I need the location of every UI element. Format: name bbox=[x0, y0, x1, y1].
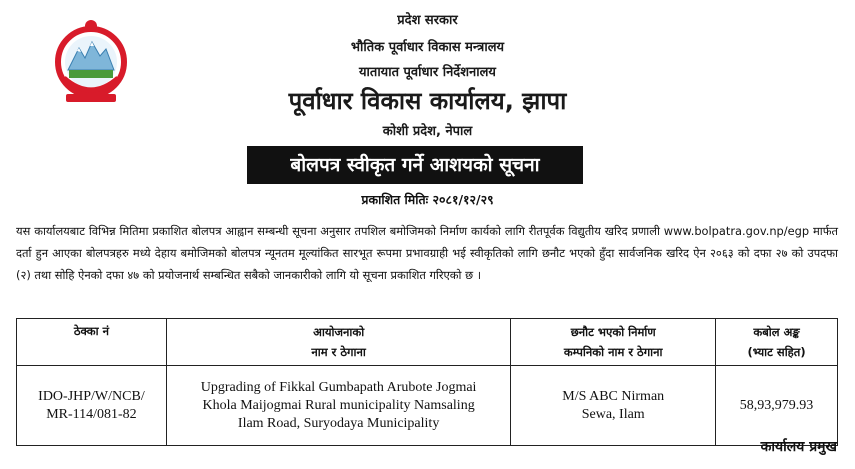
award-table bbox=[16, 318, 838, 446]
table-row bbox=[17, 366, 838, 446]
notice-body: यस कार्यालयबाट विभिन्न मितिमा प्रकाशित बोलपत्र आह्वान सम्बन्धी सूचना अनुसार तपशिल बमोजिमको निर्माण कार्यको लागि रीतपूर्वक विद्युतीय खरिद प्रणाली www.bolpatra.gov.np/egp मार्फत दर्ता हुन आएका बोलपत्रहरु मध्ये देहाय बमोजिमको बोलपत्र न्यूनतम मूल्यांकित सारभूत रूपमा प्रभावग्राही भई स्वीकृतिको लागि छनौट भएको हुँदा सार्वजनिक खरिद ऐन २०६३ को दफा २७ को उपदफा (२) तथा सोहि ऐनको दफा ४७ को प्रयोजनार्थ सम्बन्धित सबैको जानकारीको लागि यो सूचना प्रकाशित गरिएको छ । bbox=[16, 224, 838, 282]
ministry-label: भौतिक पूर्वाधार विकास मन्त्रालय bbox=[350, 40, 505, 55]
project-line3: Ilam Road, Suryodaya Municipality bbox=[237, 415, 440, 431]
header-project-line1: आयोजनाको bbox=[313, 325, 365, 339]
header-contract-label: ठेक्का नं bbox=[73, 324, 110, 338]
cell-amount bbox=[716, 366, 838, 446]
contract-no-line1: IDO-JHP/W/NCB/ bbox=[38, 388, 145, 404]
cell-company bbox=[511, 366, 716, 446]
header-company bbox=[511, 319, 716, 366]
notice-title: बोलपत्र स्वीकृत गर्ने आशयको सूचना bbox=[247, 146, 583, 184]
company-line1: M/S ABC Nirman bbox=[562, 388, 665, 404]
table-header-row bbox=[17, 319, 838, 366]
amount-value: 58,93,979.93 bbox=[739, 397, 814, 413]
project-line1: Upgrading of Fikkal Gumbapath Arubote Jogmai bbox=[200, 379, 477, 395]
signature-label: कार्यालय प्रमुख bbox=[760, 439, 837, 455]
header-company-line1: छनौट भएको निर्माण bbox=[570, 325, 656, 339]
header-amount-line2: (भ्याट सहित) bbox=[747, 345, 806, 359]
government-label: प्रदेश सरकार bbox=[397, 13, 458, 28]
header-amount-line1: कबोल अङ्क bbox=[753, 325, 800, 339]
published-date: प्रकाशित मितिः २०८१/१२/२९ bbox=[361, 192, 494, 207]
cell-contract-no bbox=[17, 366, 167, 446]
company-line2: Sewa, Ilam bbox=[581, 406, 645, 422]
header-contract-no bbox=[17, 319, 167, 366]
header-amount bbox=[716, 319, 838, 366]
office-title: पूर्वाधार विकास कार्यालय, झापा bbox=[288, 87, 567, 115]
project-line2: Khola Maijogmai Rural municipality Namsaling bbox=[202, 397, 475, 413]
contract-no-line2: MR-114/081-82 bbox=[46, 406, 137, 422]
header-project-line2: नाम र ठेगाना bbox=[311, 345, 366, 359]
header-company-line2: कम्पनिको नाम र ठेगाना bbox=[563, 345, 663, 359]
directorate-label: यातायात पूर्वाधार निर्देशनालय bbox=[359, 65, 496, 80]
header-project bbox=[166, 319, 510, 366]
cell-project bbox=[166, 366, 510, 446]
office-location: कोशी प्रदेश, नेपाल bbox=[382, 124, 473, 139]
